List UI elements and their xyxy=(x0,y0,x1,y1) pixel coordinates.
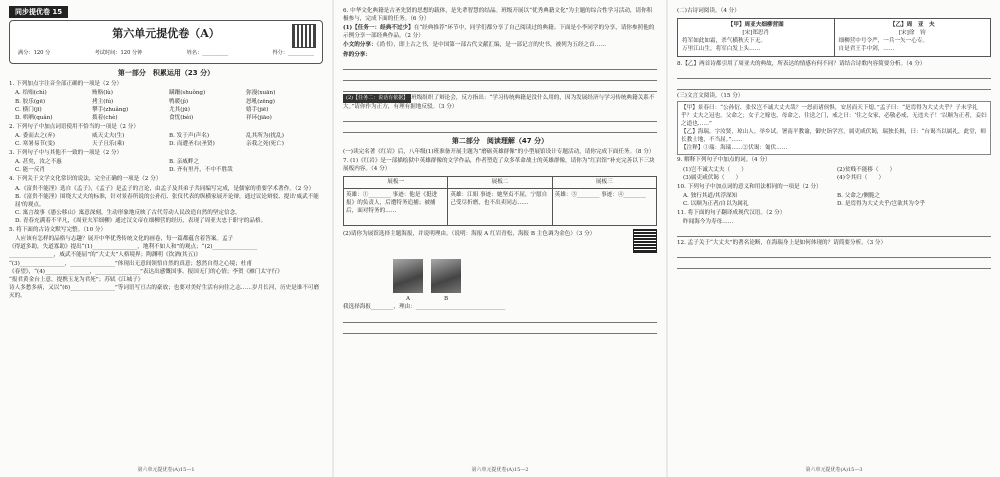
board-head: 展板一 xyxy=(344,177,447,188)
q2-options xyxy=(15,132,323,148)
page-footer: 第六单元提优卷(A)15—1 xyxy=(137,466,195,473)
q11-stem: 11. 将下面的句子翻译成现代汉语。（2 分） xyxy=(677,210,786,217)
part1-heading: 第一部分 积累运用（23 分） xyxy=(117,69,215,78)
answer-line[interactable] xyxy=(343,83,657,92)
exam-meta xyxy=(10,50,322,58)
q2-opt: 乱其所为(扰乱) xyxy=(246,132,284,139)
page-footer: 第六单元提优卷(A)15—2 xyxy=(471,466,529,473)
q5-line: 诗人多愁多病，又以“(6)________________”等词语写亘古的豪放；也要对美好生活有向往之志……岁月长河，历史是谁不可磨灭的。 xyxy=(9,284,320,300)
exam-page-2 xyxy=(334,0,666,477)
answer-line[interactable] xyxy=(343,113,657,122)
q6-task1: 在“经典推荐”环节中，同学们都分享了自己阅读过的典籍。下面是小李同学的分享，请你参照他的示例分享一部经典作品。（2 分） xyxy=(343,25,655,40)
q6-stem: 6. 中华文化典籍是古圣先贤的思想的载体，是先辈智慧的结晶。班级开展以“优秀典籍文化”为主题的综合性学习活动，请你积极参与，完成下面的任务。（6 分） xyxy=(343,8,653,23)
poem-author: [宋]徐 钧 xyxy=(898,30,926,37)
q11-sentence: 昨闻海今为寿母…… xyxy=(683,219,734,226)
passage-b: 【乙】海瑞，字汝贤，琼山人。举乡试。署南平教谕，御史诣学宫，属吏咸伏谒，瑞独长揖，曰：“台谒当以属礼，此堂，师长教士地，不当屈。”…… xyxy=(681,129,986,144)
poem-line: 自是君王手中剑，…… xyxy=(838,46,895,53)
q5-line: 人应该有怎样的品格与志趣？展开中华优秀传统文化的画卷，每一篇都蕴含着答案。孟子 xyxy=(15,236,234,243)
q10-stem: 10. 下列句子中加点词的意义和用法相同的一项是（2 分） xyxy=(677,183,822,190)
q10-opt: D. 是焉得为大丈夫乎/岂欲其为令乎 xyxy=(837,200,926,207)
q1-opt: 弥漫(xuān) xyxy=(246,90,276,97)
q1-opt: 尤其(jū) xyxy=(169,106,190,113)
q10-options xyxy=(683,192,991,208)
meta-score: 满分：120 分 xyxy=(18,50,51,57)
q5-line: 《春望》，“(4)________________，________________”表达出感慨国事、报国无门的心情；李贺《雁门太守行》 xyxy=(9,268,283,275)
poem-line: 细柳营中号令严，一兵一矢一心专。 xyxy=(838,38,929,45)
series-tag: 同步提优卷 15 xyxy=(9,6,68,18)
poem-author: [宋]郑思肖 xyxy=(742,30,770,37)
q4-opt-a: A.《富贵不能淫》选自《孟子》，《孟子》是孟子的言论，由孟子及其弟子共同编写完成，是儒家的重要学术著作。（2 分） xyxy=(15,185,315,192)
q1-opt: 祥环(jiāo) xyxy=(246,114,272,121)
answer-line[interactable] xyxy=(343,61,657,70)
poem-title: 【乙】周 亚 夫 xyxy=(889,22,935,29)
q1-opt: 食忧(bèi) xyxy=(169,114,194,121)
board-3 xyxy=(553,177,656,225)
poem-a xyxy=(678,19,835,55)
q1-options xyxy=(15,89,323,121)
q1-opt: 拨着(chè) xyxy=(92,114,118,121)
q4-opt-c: C. 寓言故事《愚公移山》寓意深刻，生动形象地反映了古代劳动人民改造自然的坚定信念。 xyxy=(15,209,241,216)
q6-task2: 班级组织了辩论会，反方指出：“学习传统典籍是没什么用的，因为发展经济与学习传统典籍关系不大。”请你作为正方，有理有据地反驳。（3 分） xyxy=(343,94,655,110)
q5-line: 《得道多助，失道寡助》提出“(1)________________，地利不如人和”的观点；“(2)________________ xyxy=(9,244,258,251)
q6-task1-label: (1)【任务一：经典不过少】 xyxy=(343,25,414,32)
q3-opt: D. 齐有里丹，不中不胜哉 xyxy=(169,167,233,174)
poem-line: 将军如此如霜，杀气横秋天下无。 xyxy=(682,38,766,45)
answer-line[interactable] xyxy=(343,72,657,81)
meta-time: 考试时间：120 分钟 xyxy=(94,50,143,57)
q1-opt: B. 胶乐(gē) xyxy=(15,98,46,105)
q3-opt: C. 能一反肖 xyxy=(15,167,46,174)
q1-opt: 贿赂(lù) xyxy=(92,90,113,97)
exam-page-1 xyxy=(0,0,332,477)
q1-opt: 攀手(zhuǎng) xyxy=(92,106,129,113)
exam-page-3 xyxy=(668,0,1000,477)
q1-opt: C. 横门(jī) xyxy=(15,106,42,113)
q9-item[interactable]: (1)岂不诚大丈夫（ ） xyxy=(683,166,747,173)
q1-opt: 拷主(fú) xyxy=(92,98,114,105)
meta-got: 得分：__________ xyxy=(272,50,314,57)
poem-box xyxy=(677,18,991,56)
section1-intro: (一)读完名著《红岩》后，八年级(1)班准备开展主题为“磨砺英雄群像”的小型展馆设计专题活动，请你完成下面任务。（8 分） xyxy=(343,149,655,156)
answer-line[interactable] xyxy=(677,249,991,258)
q12-stem: 12. 孟子关于“大丈夫”的著名论断，在海瑞身上是如何体现的？请简要分析。（3 分） xyxy=(677,240,887,247)
poster-choices xyxy=(393,259,657,303)
q9-item[interactable]: (2)贫贱不能移（ ） xyxy=(837,166,896,173)
q5-line: “(3)________________，________________”体现出无意间领悟自然的真意；悠然自得之心境；杜甫 xyxy=(9,260,252,267)
classical-passage-box xyxy=(677,101,991,156)
q2-opt: D. 而遭圣右(圣贤) xyxy=(169,141,215,148)
q2-opt: A. 委而去之(弃) xyxy=(15,132,55,139)
q3-stem: 3. 下列句子中与其他不一致的一项是（2 分） xyxy=(9,150,123,157)
board-2 xyxy=(448,177,552,225)
board-table xyxy=(343,176,657,226)
q3-opt: A. 甚矣，汝之不惠 xyxy=(15,159,62,166)
passage-a: 【甲】景春曰：“公孙衍、张仪岂不诚大丈夫哉？一怒而诸侯惧，安居而天下熄。”孟子曰：“是焉得为大丈夫乎？子未学礼乎？丈夫之冠也，父命之；女子之嫁也，母命之，往送之门，戒之曰：‘往之女家，必敬必戒，无违夫子！’以顺为正者，妾妇之道也……” xyxy=(681,104,987,127)
page-title: 第六单元提优卷（A） xyxy=(112,27,220,41)
q6-task2-label: (2)【任务二：说话有依据】 xyxy=(343,94,411,103)
qr-code-icon xyxy=(292,24,316,48)
q1-opt: 嬉手(jiē) xyxy=(246,106,269,113)
q3-opt: B. 亲威畔之 xyxy=(169,159,200,166)
answer-line[interactable] xyxy=(677,260,991,269)
q1-opt: 怒吼(zēng) xyxy=(246,98,275,105)
q2-opt: 威天丈夫(生) xyxy=(92,132,125,139)
answer-line[interactable] xyxy=(343,325,657,334)
section2-heading: (二)古诗词阅读。（4 分） xyxy=(677,8,740,14)
q4-stem: 4. 下列关于文学文化常识的说法，完全正确的一项是（2 分） xyxy=(9,176,162,183)
meta-name: 姓名：__________ xyxy=(186,50,229,57)
poster-label: A xyxy=(405,296,411,303)
title-box xyxy=(9,20,323,64)
passage-note: 【注释】①瑞：海瑞……②伏谒：匍伏…… xyxy=(681,145,788,152)
q4-opt-b: B.《富贵不能淫》围绕大丈夫的标准，针对景春所说的公孙衍、张仪代表的纵横家展开论辩，通过议论辩驳、提出'威武不能屈'的观点。 xyxy=(15,193,319,208)
board-head: 展板三 xyxy=(553,177,656,188)
poster-b[interactable] xyxy=(431,259,461,303)
part2-heading: 第二部分 阅读理解（47 分） xyxy=(451,137,549,146)
answer-line[interactable] xyxy=(677,70,991,79)
answer-line[interactable] xyxy=(343,314,657,323)
q9-items xyxy=(683,166,991,182)
q7-stem: 7. (1)《红岩》是一部描绘狱中英雄群像的文学作品，作者塑造了众多革命战士的英雄群像，请你为“红岩馆”补充完善以下三块展板内容。（4 分） xyxy=(343,158,655,173)
q6-your-label: 你的分享： xyxy=(343,51,371,58)
q10-opt: A. 独行其道/其浮深知 xyxy=(683,192,738,199)
answer-line[interactable] xyxy=(343,124,657,133)
poster-label: B xyxy=(443,296,449,303)
poster-a[interactable] xyxy=(393,259,423,303)
q2-opt: B. 发于声(声名) xyxy=(169,132,210,139)
q4-opt-d: D. 青春充满着不平凡，《周亚夫军细柳》通过汉文帝在细柳营的经历，表现了周亚夫忠于职守的品格。 xyxy=(15,218,267,225)
q2-opt: 亲我之死(死亡) xyxy=(246,141,284,148)
q8-stem: 8.【乙】两首诗都引用了周亚夫的典故，所表达的情感有何不同？请结合诗歌内容简要分析。（4 分） xyxy=(677,60,926,67)
q1-opt: A. 给贻(chì) xyxy=(15,90,47,97)
board-body[interactable]: 英雄：③________ 事迹：④________ xyxy=(554,191,646,198)
q2-opt: C. 寒暑易节(变) xyxy=(15,141,55,148)
poem-line: 万里江山生，将军白发上头…… xyxy=(682,46,761,53)
board-1 xyxy=(344,177,448,225)
board-head: 展板二 xyxy=(448,177,551,188)
q7-choose: 我选择海报________，理由：________________________________ xyxy=(343,304,506,311)
qr-code-icon xyxy=(633,229,657,253)
q5-line: “报君黄金台上意，提携玉龙为君死”；苏轼《江城子》 xyxy=(9,276,144,283)
answer-line[interactable] xyxy=(677,228,991,237)
q2-stem: 2. 下列句子中加点词语使用不恰当的一项是（2 分） xyxy=(9,123,139,130)
q6-sample: 《尚书》，即上古之书，是中国第一部古代文献汇编，是一部记言的史书，被列为五经之首…… xyxy=(376,42,606,49)
q5-stem: 5. 将下面的古诗文默写完整。（10 分） xyxy=(9,227,107,234)
q5-line: ________________，威武不能屈”的“大丈夫”人格境界；陶渊明《饮酒(其五)》 xyxy=(9,252,201,259)
q3-options xyxy=(15,158,323,174)
q1-stem: 1. 下列加点字注音全部正确的一项是（2 分） xyxy=(9,81,123,88)
q10-opt: C. 以顺为正者/自以为属礼 xyxy=(683,200,749,207)
poem-b xyxy=(835,19,991,55)
answer-line[interactable] xyxy=(677,81,991,90)
board-body[interactable]: 英雄：江姐 事迹：她坚贞不屈，宁愿自己受尽折磨，也不出卖同志…… xyxy=(450,191,548,206)
q1-opt: 鸭暖(jì) xyxy=(169,98,189,105)
q9-stem: 9. 解释下列句子中加点的词。（4 分） xyxy=(677,157,771,164)
board-body[interactable]: 英雄：①________ 事迹：他是《挺进报》的负责人，后遭特务追捕；被捕后，面对特务的…… xyxy=(346,191,438,214)
poem-title: 【甲】周亚夫细柳营图 xyxy=(727,22,784,29)
q2-opt: 天子且乐(乘) xyxy=(92,141,125,148)
q6-sample-label: 小文的分享： xyxy=(343,42,377,49)
q1-opt: 蹒跚(shuǒng) xyxy=(169,90,206,97)
q7-sub2: (2)请你为展馆选择主题海报，并说明理由。（说明：海报 A 红岩青松，海报 B 主色调为金色）（3 分） xyxy=(343,231,596,238)
q9-item[interactable]: (4)令其归（ ） xyxy=(837,174,885,181)
q1-opt: D. 哄晒(quǎn) xyxy=(15,114,53,121)
q9-item[interactable]: (3)属吏咸伏谒（ ） xyxy=(683,174,742,181)
q10-opt: B. 父命之/侧脆之 xyxy=(837,192,881,199)
page-footer: 第六单元提优卷(A)15—3 xyxy=(805,466,863,473)
section3-heading: (三)文言文阅读。（15 分） xyxy=(677,92,744,99)
